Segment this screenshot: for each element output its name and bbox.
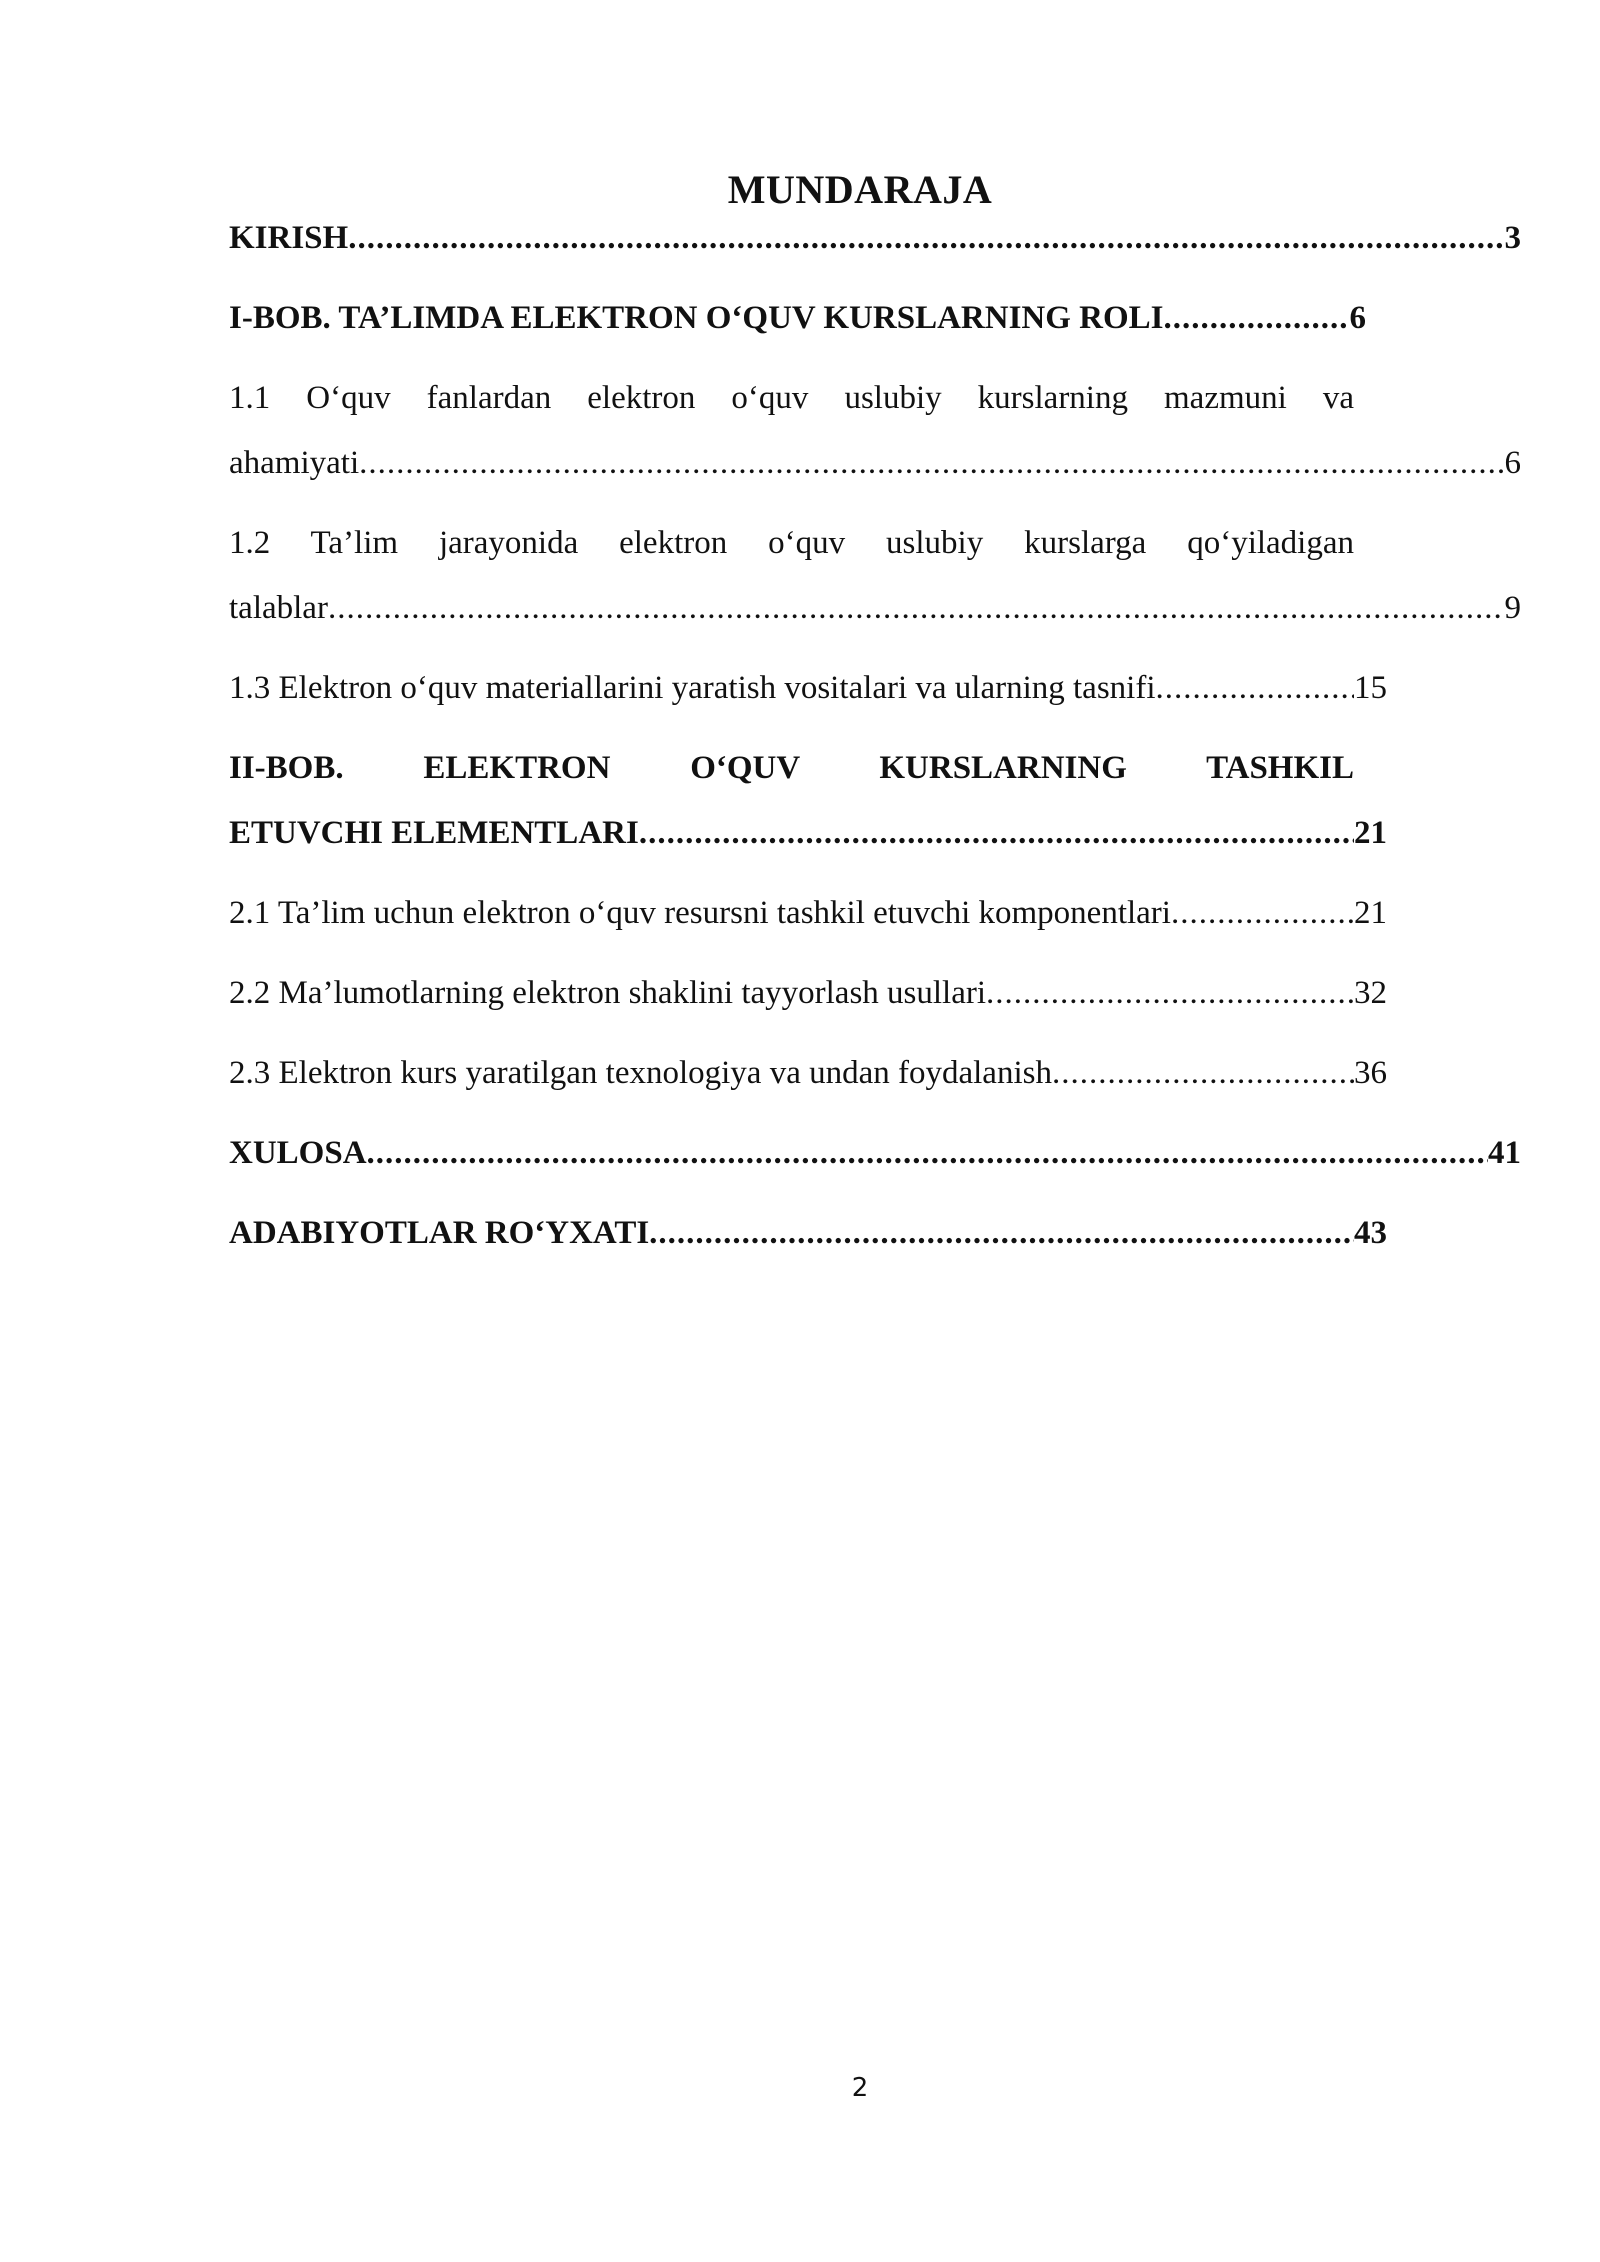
toc-entry-label: I-BOB. TA’LIMDA ELEKTRON O‘QUV KURSLARNING ROLI	[229, 300, 1164, 336]
toc-entry-2-1	[229, 895, 1387, 932]
toc-page-number: 9	[1504, 590, 1521, 626]
toc-entry-label: talablar	[229, 590, 328, 626]
toc-entry-1-2	[229, 590, 1521, 627]
toc-entry-1-1	[229, 445, 1521, 482]
toc-entry-1-1-line1: 1.1 O‘quv fanlardan elektron o‘quv uslubiy kurslarning mazmuni va	[229, 380, 1354, 416]
dot-leader	[359, 445, 1504, 482]
toc-entry-label: 2.2 Ma’lumotlarning elektron shaklini tayyorlash usullari	[229, 975, 987, 1011]
dot-leader	[367, 1135, 1488, 1172]
toc-entry-2-2	[229, 975, 1387, 1012]
toc-page-number: 21	[1354, 895, 1387, 931]
toc-page-number: 36	[1354, 1055, 1387, 1091]
toc-entry-1-3	[229, 670, 1387, 707]
toc-entry-label: XULOSA	[229, 1135, 367, 1171]
toc-entry-chapter-2-line1: II-BOB. ELEKTRON O‘QUV KURSLARNING TASHKIL	[229, 750, 1354, 786]
toc-entry-2-3	[229, 1055, 1387, 1092]
toc-page-number: 6	[1504, 445, 1521, 481]
toc-entry-kirish	[229, 220, 1521, 257]
dot-leader	[649, 1215, 1354, 1252]
toc-entry-label: ETUVCHI ELEMENTLARI	[229, 815, 639, 851]
toc-entry-label: 1.3 Elektron o‘quv materiallarini yaratish vositalari va ularning tasnifi	[229, 670, 1156, 706]
toc-page-number: 32	[1354, 975, 1387, 1011]
toc-entry-adabiyotlar	[229, 1215, 1387, 1252]
dot-leader	[986, 975, 1354, 1012]
dot-leader	[639, 815, 1354, 852]
toc-entry-label: ahamiyati	[229, 445, 360, 481]
dot-leader	[1171, 895, 1354, 932]
toc-entry-label: ADABIYOTLAR RO‘YXATI	[229, 1215, 650, 1251]
page-title: MUNDARAJA	[727, 167, 993, 212]
toc-page-number: 15	[1354, 670, 1387, 706]
dot-leader	[348, 220, 1504, 257]
toc-entry-chapter-2	[229, 815, 1387, 852]
toc-entry-1-2-line1: 1.2 Ta’lim jarayonida elektron o‘quv uslubiy kurslarga qo‘yiladigan	[229, 525, 1354, 561]
toc-page-number: 43	[1354, 1215, 1387, 1251]
toc-entry-xulosa	[229, 1135, 1521, 1172]
toc-entry-label: 2.1 Ta’lim uchun elektron o‘quv resursni tashkil etuvchi komponentlari	[229, 895, 1171, 931]
toc-page-number: 3	[1504, 220, 1521, 256]
dot-leader	[1155, 670, 1354, 707]
toc-entry-label: KIRISH	[229, 220, 349, 256]
toc-page-number: 41	[1488, 1135, 1521, 1171]
toc-entry-label: 2.3 Elektron kurs yaratilgan texnologiya va undan foydalanish	[229, 1055, 1052, 1091]
dot-leader	[328, 590, 1505, 627]
toc-page-number: 6	[1349, 300, 1366, 336]
page-number: 2	[851, 2073, 869, 2103]
toc-entry-chapter-1	[229, 300, 1366, 337]
dot-leader	[1052, 1055, 1354, 1092]
toc-page-number: 21	[1354, 815, 1387, 851]
dot-leader	[1164, 300, 1350, 337]
